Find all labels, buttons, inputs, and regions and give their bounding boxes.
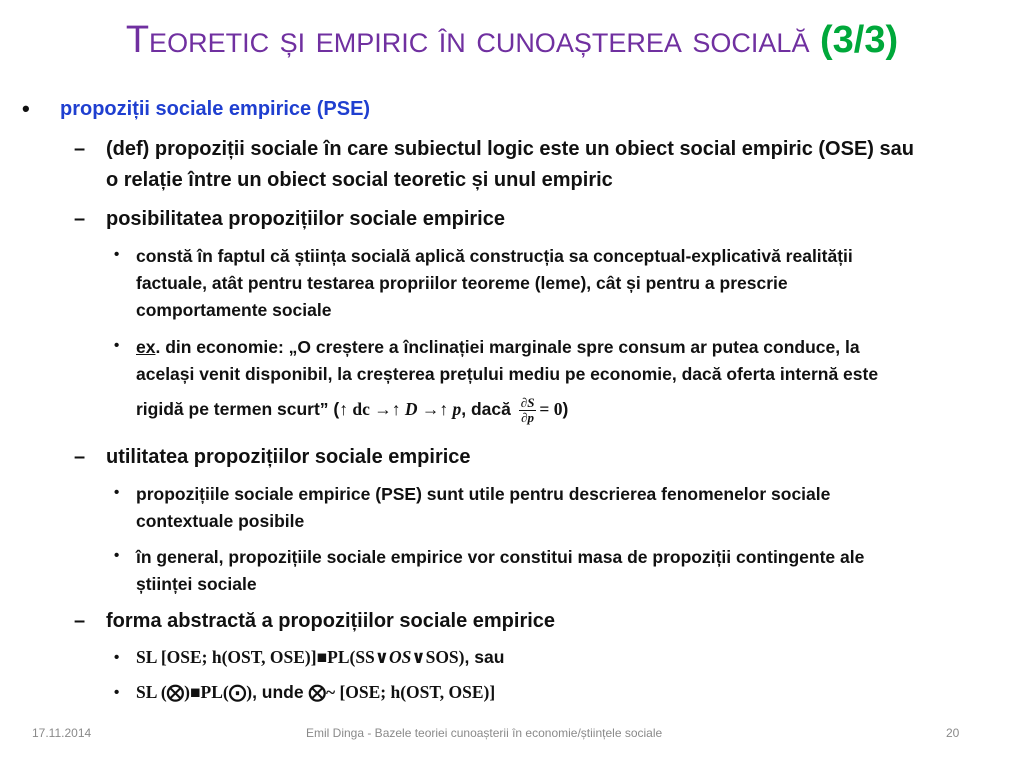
sl2-formula-def: ⨂~ [OSE; h(OST, OSE)] <box>308 682 496 702</box>
util1-line-2: contextuale posibile <box>136 511 305 531</box>
ex-line-1-rest: . din economie: „O creștere a înclinației marginale spre consum ar putea conduce, la <box>155 337 860 357</box>
footer-date: 17.11.2014 <box>32 726 92 740</box>
bullet-level3: • <box>114 337 120 354</box>
bullet-level2: – <box>74 138 86 160</box>
footer-page-number: 20 <box>946 726 960 740</box>
formula-p: p <box>452 399 462 419</box>
consta-line-2: factuale, atât pentru testarea propriilor teoreme (leme), cât și pentru a prescrie <box>136 273 788 293</box>
partial-fraction <box>519 396 537 425</box>
bullet-level2: – <box>74 610 86 632</box>
utilitatea-heading: utilitatea propozițiilor sociale empirice <box>106 446 471 468</box>
posibilitatea-heading: posibilitatea propozițiilor sociale empirice <box>106 208 505 230</box>
formula-equals-zero: = 0 <box>539 399 563 419</box>
consta-line-1: constă în faptul că știința socială aplică construcția sa conceptual-explicativă realității <box>136 246 853 266</box>
bullet-level2: – <box>74 208 86 230</box>
util2-line-2: științei sociale <box>136 574 257 594</box>
sl1-line <box>136 647 504 668</box>
ex-line-3-daca: , dacă <box>461 399 511 419</box>
def-line-1: (def) propoziții sociale în care subiectul logic este un obiect social empiric (OSE) sau <box>106 138 914 160</box>
slide-title-number: (3/3) <box>820 19 899 61</box>
bullet-level2: – <box>74 446 86 468</box>
fraction-denominator: ∂p <box>521 409 535 425</box>
bullet-level3: • <box>114 649 120 666</box>
formula-dc: ↑ dc →↑ <box>339 399 405 419</box>
ex-line-3-text: rigidă pe termen scurt” ( <box>136 399 340 419</box>
bullet-level1: • <box>22 96 30 121</box>
ex-line-1 <box>136 337 860 358</box>
sl1-formula-end: ∨SOS) <box>411 647 465 667</box>
consta-line-3: comportamente sociale <box>136 300 332 320</box>
bullet-level3: • <box>114 484 120 501</box>
formula-D: D <box>404 399 418 419</box>
sl2-unde: , unde <box>252 682 304 702</box>
ex-line-3 <box>136 389 568 429</box>
ex-line-3-close: ) <box>562 399 569 419</box>
fraction-numerator: ∂S <box>520 394 535 410</box>
slide-title-main: Teoretic și empiric în cunoașterea socială <box>125 19 810 61</box>
sl1-tail: , sau <box>464 647 505 667</box>
bullet-level3: • <box>114 547 120 564</box>
sl2-line <box>136 682 495 703</box>
util1-line-1: propozițiile sociale empirice (PSE) sunt utile pentru descrierea fenomenelor sociale <box>136 484 831 504</box>
util2-line-1: în general, propozițiile sociale empirice vor constitui masa de propoziții contingente ale <box>136 547 865 567</box>
sl1-formula-os: OS <box>389 647 412 667</box>
def-line-2: o relație între un obiect social teoretic și unul empiric <box>106 169 613 191</box>
ex-label: ex <box>136 337 156 357</box>
pse-heading: propoziții sociale empirice (PSE) <box>60 98 371 120</box>
bullet-level3: • <box>114 246 120 263</box>
formula-arrow: →↑ <box>417 399 453 419</box>
ex-line-2: același venit disponibil, la creșterea prețului mediu pe economie, dacă oferta internă este <box>136 364 879 384</box>
sl2-formula: SL (⨂)■PL(⨀) <box>136 682 253 702</box>
forma-heading: forma abstractă a propozițiilor sociale empirice <box>106 610 556 632</box>
sl1-formula: SL [OSE; h(OST, OSE)]■PL(SS∨ <box>136 647 389 667</box>
bullet-level3: • <box>114 684 120 701</box>
footer-author: Emil Dinga - Bazele teoriei cunoașterii în economie/științele sociale <box>306 726 663 740</box>
